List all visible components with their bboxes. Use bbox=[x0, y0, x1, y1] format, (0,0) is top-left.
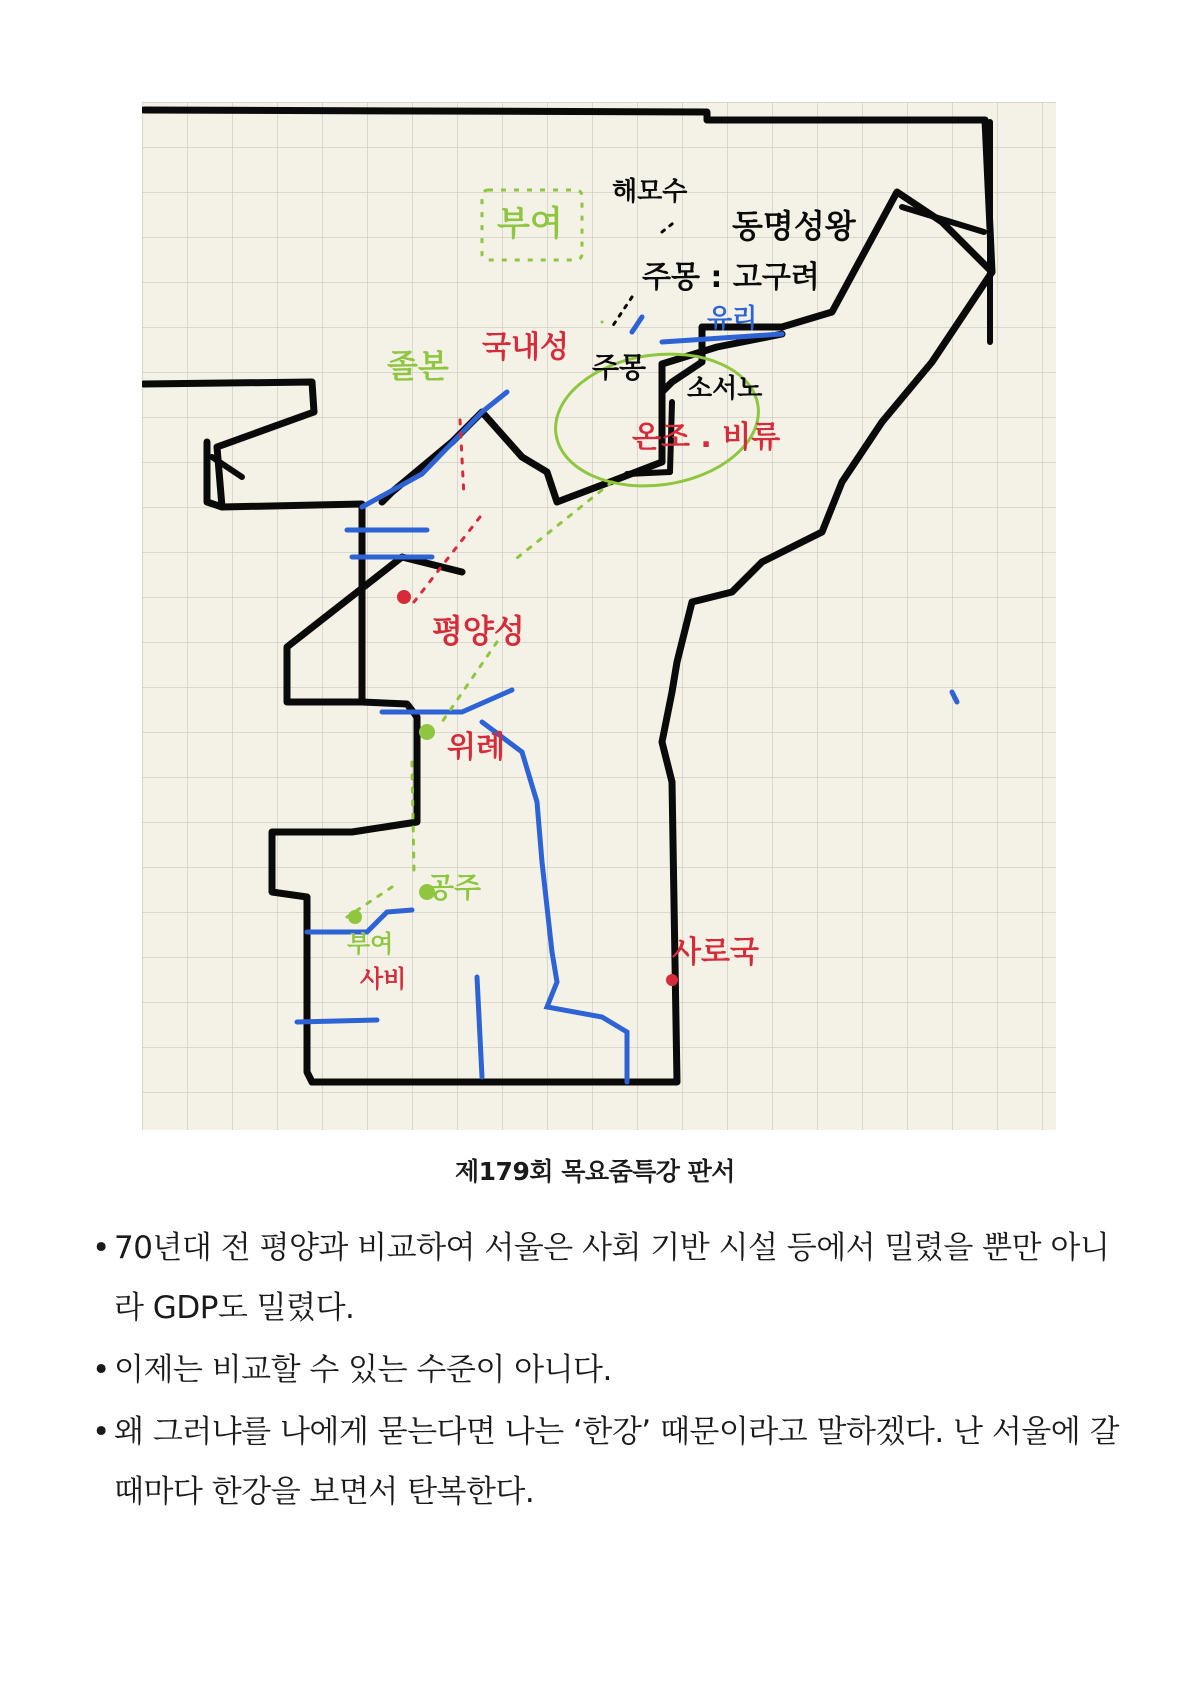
bullet-text: 70년대 전 평양과 비교하여 서울은 사회 기반 시설 등에서 밀렸을 뿐만 아니라 GDP도 밀렸다. bbox=[114, 1230, 1110, 1326]
wirye-dot bbox=[419, 724, 435, 740]
label-buyeo-bottom: 부여 bbox=[347, 930, 394, 958]
label-jumong-goguryeo: 주몽 : 고구려 bbox=[642, 260, 820, 295]
bullet-item bbox=[92, 1402, 1122, 1522]
figure-caption: 제179회 목요줌특강 판서 bbox=[455, 1157, 735, 1186]
label-gungnaeseong: 국내성 bbox=[482, 330, 569, 365]
bullet-list bbox=[92, 1218, 1122, 1524]
label-jolbon: 졸본 bbox=[387, 347, 449, 385]
label-wirye: 위례 bbox=[447, 730, 505, 765]
bullet-dot: • bbox=[92, 1414, 110, 1450]
label-pyeongyangseong: 평양성 bbox=[432, 612, 525, 650]
grid-lines bbox=[142, 102, 1056, 1130]
label-onjo-biryu: 온조 . 비류 bbox=[632, 420, 781, 455]
bullet-text: 이제는 비교할 수 있는 수준이 아니다. bbox=[114, 1352, 612, 1388]
bullet-item bbox=[92, 1218, 1122, 1338]
pyeongyang-dot bbox=[397, 590, 411, 604]
label-dongmyeong: 동명성왕 bbox=[732, 207, 856, 245]
silla-dot bbox=[666, 974, 678, 986]
label-jumong: 주몽 bbox=[592, 351, 647, 384]
bullet-dot: • bbox=[92, 1352, 110, 1388]
label-sabi: 사비 bbox=[360, 965, 407, 993]
bullet-text: 왜 그러냐를 나에게 묻는다면 나는 ‘한강’ 때문이라고 말하겠다. 난 서울에 갈 때마다 한강을 보면서 탄복한다. bbox=[114, 1414, 1119, 1510]
bullet-dot: • bbox=[92, 1230, 110, 1266]
label-gongju: 공주 bbox=[427, 871, 482, 904]
label-buyeo-top: 부여 bbox=[497, 204, 563, 244]
bullet-item bbox=[92, 1340, 1122, 1400]
label-silla: 사로국 bbox=[672, 935, 759, 970]
lecture-board-image bbox=[142, 102, 1056, 1130]
buyeo-dot bbox=[348, 910, 362, 924]
label-yuri: 유리 bbox=[707, 304, 758, 334]
label-sosano: 소서노 bbox=[687, 374, 763, 404]
label-haemosu: 해모수 bbox=[612, 177, 688, 207]
handwritten-map-sketch bbox=[142, 102, 1056, 1130]
